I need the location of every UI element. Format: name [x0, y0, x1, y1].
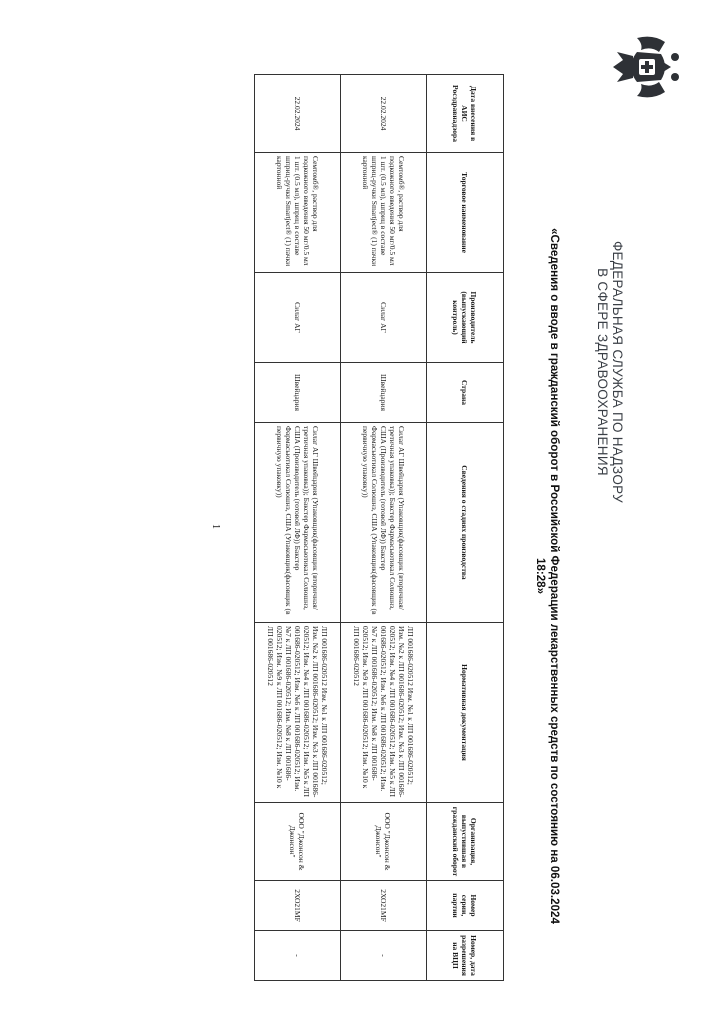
- column-header-organization: Организация, выпустившая в гражданский оборот: [427, 803, 504, 881]
- cell-manufacturer: Силаг АГ: [255, 273, 341, 363]
- column-header-date: Дата внесения в АИС Росздравнадзора: [427, 75, 504, 153]
- column-header-stages: Сведения о стадиях производства: [427, 423, 504, 623]
- cell-country: Швейцария: [341, 363, 427, 423]
- column-header-documentation: Нормативная документация: [427, 623, 504, 803]
- agency-name: [595, 112, 625, 632]
- cell-trade-name: Семтомб®, раствор для подкожного введения 50 мг/0.5 мл 1 шт. (0.5 мл), шприц в составе шприц-ручки Smartject® (1) пачки картонной: [255, 153, 341, 273]
- cell-date: 22.02.2024: [341, 75, 427, 153]
- cell-date: 22.02.2024: [255, 75, 341, 153]
- cell-organization: ООО "Джонсон & Джонсон": [255, 803, 341, 881]
- column-header-country: Страна: [427, 363, 504, 423]
- table-row: [255, 75, 341, 981]
- document-title: [533, 186, 561, 966]
- cell-batch: 2ХО21МF: [255, 881, 341, 931]
- table-row: [341, 75, 427, 981]
- column-header-trade-name: Торговое наименование: [427, 153, 504, 273]
- cell-country: Швейцария: [255, 363, 341, 423]
- registry-table: [254, 74, 504, 981]
- column-header-batch: Номер серии, партии: [427, 881, 504, 931]
- cell-documentation: ЛП 001686-020512 Изм. №1 к ЛП 001686-020512; Изм. №2 к ЛП 001686-020512; Изм. №3 к ЛП 001686-020512; Изм. №4 к ЛП 001686-020512; Изм. №5 к ЛП 001686-020512; Изм. №6 к ЛП 001686-020512; Изм. №7 к ЛП 001686-020512; Изм. №8 к ЛП 001686-020512; Изм. №9 к ЛП 001686-020512; Изм. №10 к ЛП 001686-020512: [341, 623, 427, 803]
- cell-organization: ООО "Джонсон & Джонсон": [341, 803, 427, 881]
- agency-name-line-1: ФЕДЕРАЛЬНАЯ СЛУЖБА ПО НАДЗОРУ: [610, 240, 625, 504]
- cell-permit: -: [341, 931, 427, 981]
- cell-stages: Силаг АГ Швейцария (Упаковщик(фасовщик (вторичная/третичная упаковка)); Бакстер Фармасьютикал Солюшнз, США (Производитель (готовой ЛФ)) Бакстер Фармасьютикал Солюшнз, США (Упаковщик(фасовщик (в первичную упаковку)): [255, 423, 341, 623]
- cell-stages: Силаг АГ Швейцария (Упаковщик(фасовщик (вторичная/третичная упаковка)); Бакстер Фармасьютикал Солюшнз, США (Производитель (готовой ЛФ)) Бакстер Фармасьютикал Солюшнз, США (Упаковщик(фасовщик (в первичную упаковку)): [341, 423, 427, 623]
- cell-documentation: ЛП 001686-020512 Изм. №1 к ЛП 001686-020512; Изм. №2 к ЛП 001686-020512; Изм. №3 к ЛП 001686-020512; Изм. №4 к ЛП 001686-020512; Изм. №5 к ЛП 001686-020512; Изм. №6 к ЛП 001686-020512; Изм. №7 к ЛП 001686-020512; Изм. №8 к ЛП 001686-020512; Изм. №9 к ЛП 001686-020512; Изм. №10 к ЛП 001686-020512: [255, 623, 341, 803]
- double-headed-eagle-emblem-icon: [609, 32, 683, 102]
- agency-name-line-2: В СФЕРЕ ЗДРАВООХРАНЕНИЯ: [595, 268, 610, 476]
- column-header-permit: Номер, дата разрешения на ВЦП: [427, 931, 504, 981]
- document-title-line-1: «Сведения о вводе в гражданский оборот в Российской Федерации лекарственных средств по состоянию на 06.03.2024: [548, 228, 561, 924]
- cell-permit: -: [255, 931, 341, 981]
- cell-batch: 2ХО21МF: [341, 881, 427, 931]
- document-title-line-2: 18:28»: [534, 557, 547, 595]
- column-header-manufacturer: Производитель (выпускающий контроль): [427, 273, 504, 363]
- cell-manufacturer: Силаг АГ: [341, 273, 427, 363]
- cell-trade-name: Семтомб®, раствор для подкожного введения 50 мг/0.5 мл 1 шт. (0.5 мл), шприц в составе шприц-ручки Smartject® (1) пачки картонной: [341, 153, 427, 273]
- table-header-row: [427, 75, 504, 981]
- page-number: 1: [210, 524, 221, 529]
